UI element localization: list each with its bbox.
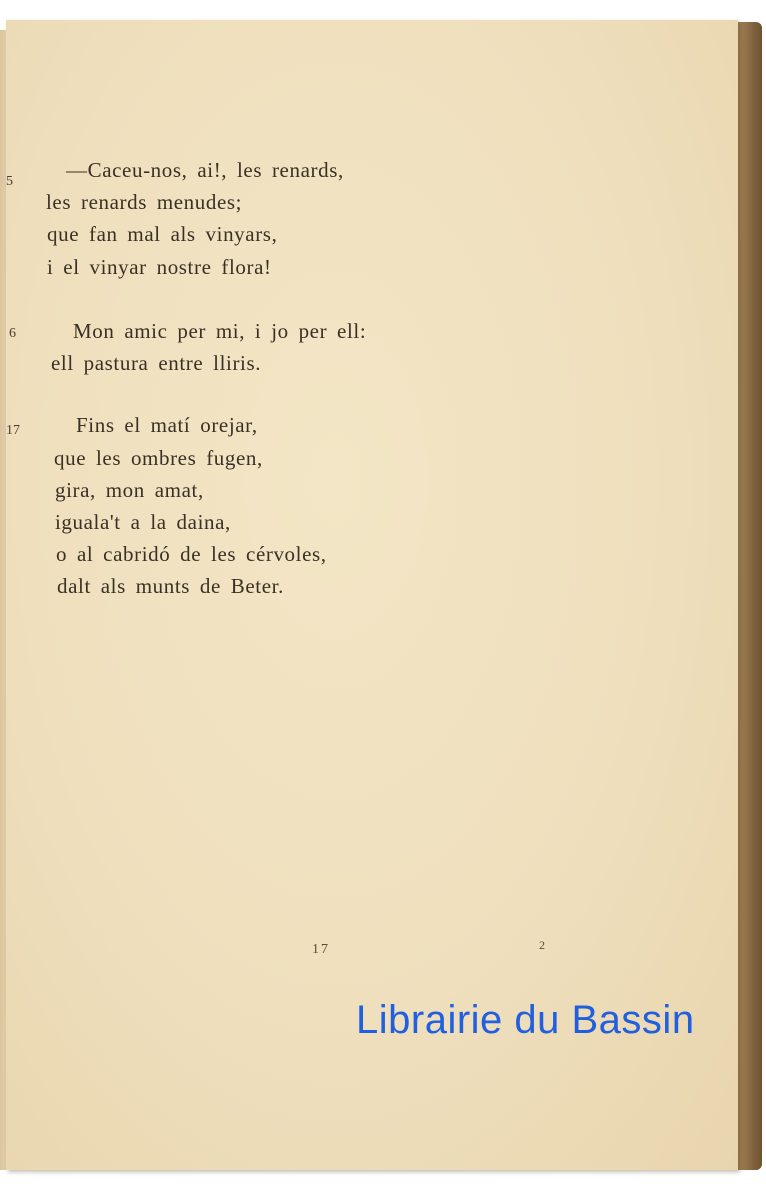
poem-line: o al cabridó de les cérvoles, bbox=[56, 542, 327, 566]
signature-mark: 2 bbox=[539, 938, 545, 952]
poem-line: que les ombres fugen, bbox=[54, 446, 263, 470]
page-number: 17 bbox=[312, 942, 330, 957]
poem-line: les renards menudes; bbox=[46, 190, 243, 214]
poem-line: que fan mal als vinyars, bbox=[47, 222, 278, 246]
poem-line: dalt als munts de Beter. bbox=[57, 574, 284, 598]
poem-line: gira, mon amat, bbox=[55, 478, 204, 502]
watermark-text: Librairie du Bassin bbox=[356, 998, 695, 1042]
verse-number: 5 bbox=[6, 174, 13, 189]
poem-line: Mon amic per mi, i jo per ell: bbox=[73, 319, 367, 343]
poem-line: Fins el matí orejar, bbox=[76, 413, 258, 437]
poem-line: i el vinyar nostre flora! bbox=[47, 255, 272, 279]
poem-line: —Caceu-nos, ai!, les renards, bbox=[66, 158, 344, 182]
verse-number: 6 bbox=[9, 326, 16, 341]
verse-number: 17 bbox=[6, 423, 20, 438]
poem-line: iguala't a la daina, bbox=[55, 510, 231, 534]
poem-line: ell pastura entre lliris. bbox=[51, 351, 262, 375]
